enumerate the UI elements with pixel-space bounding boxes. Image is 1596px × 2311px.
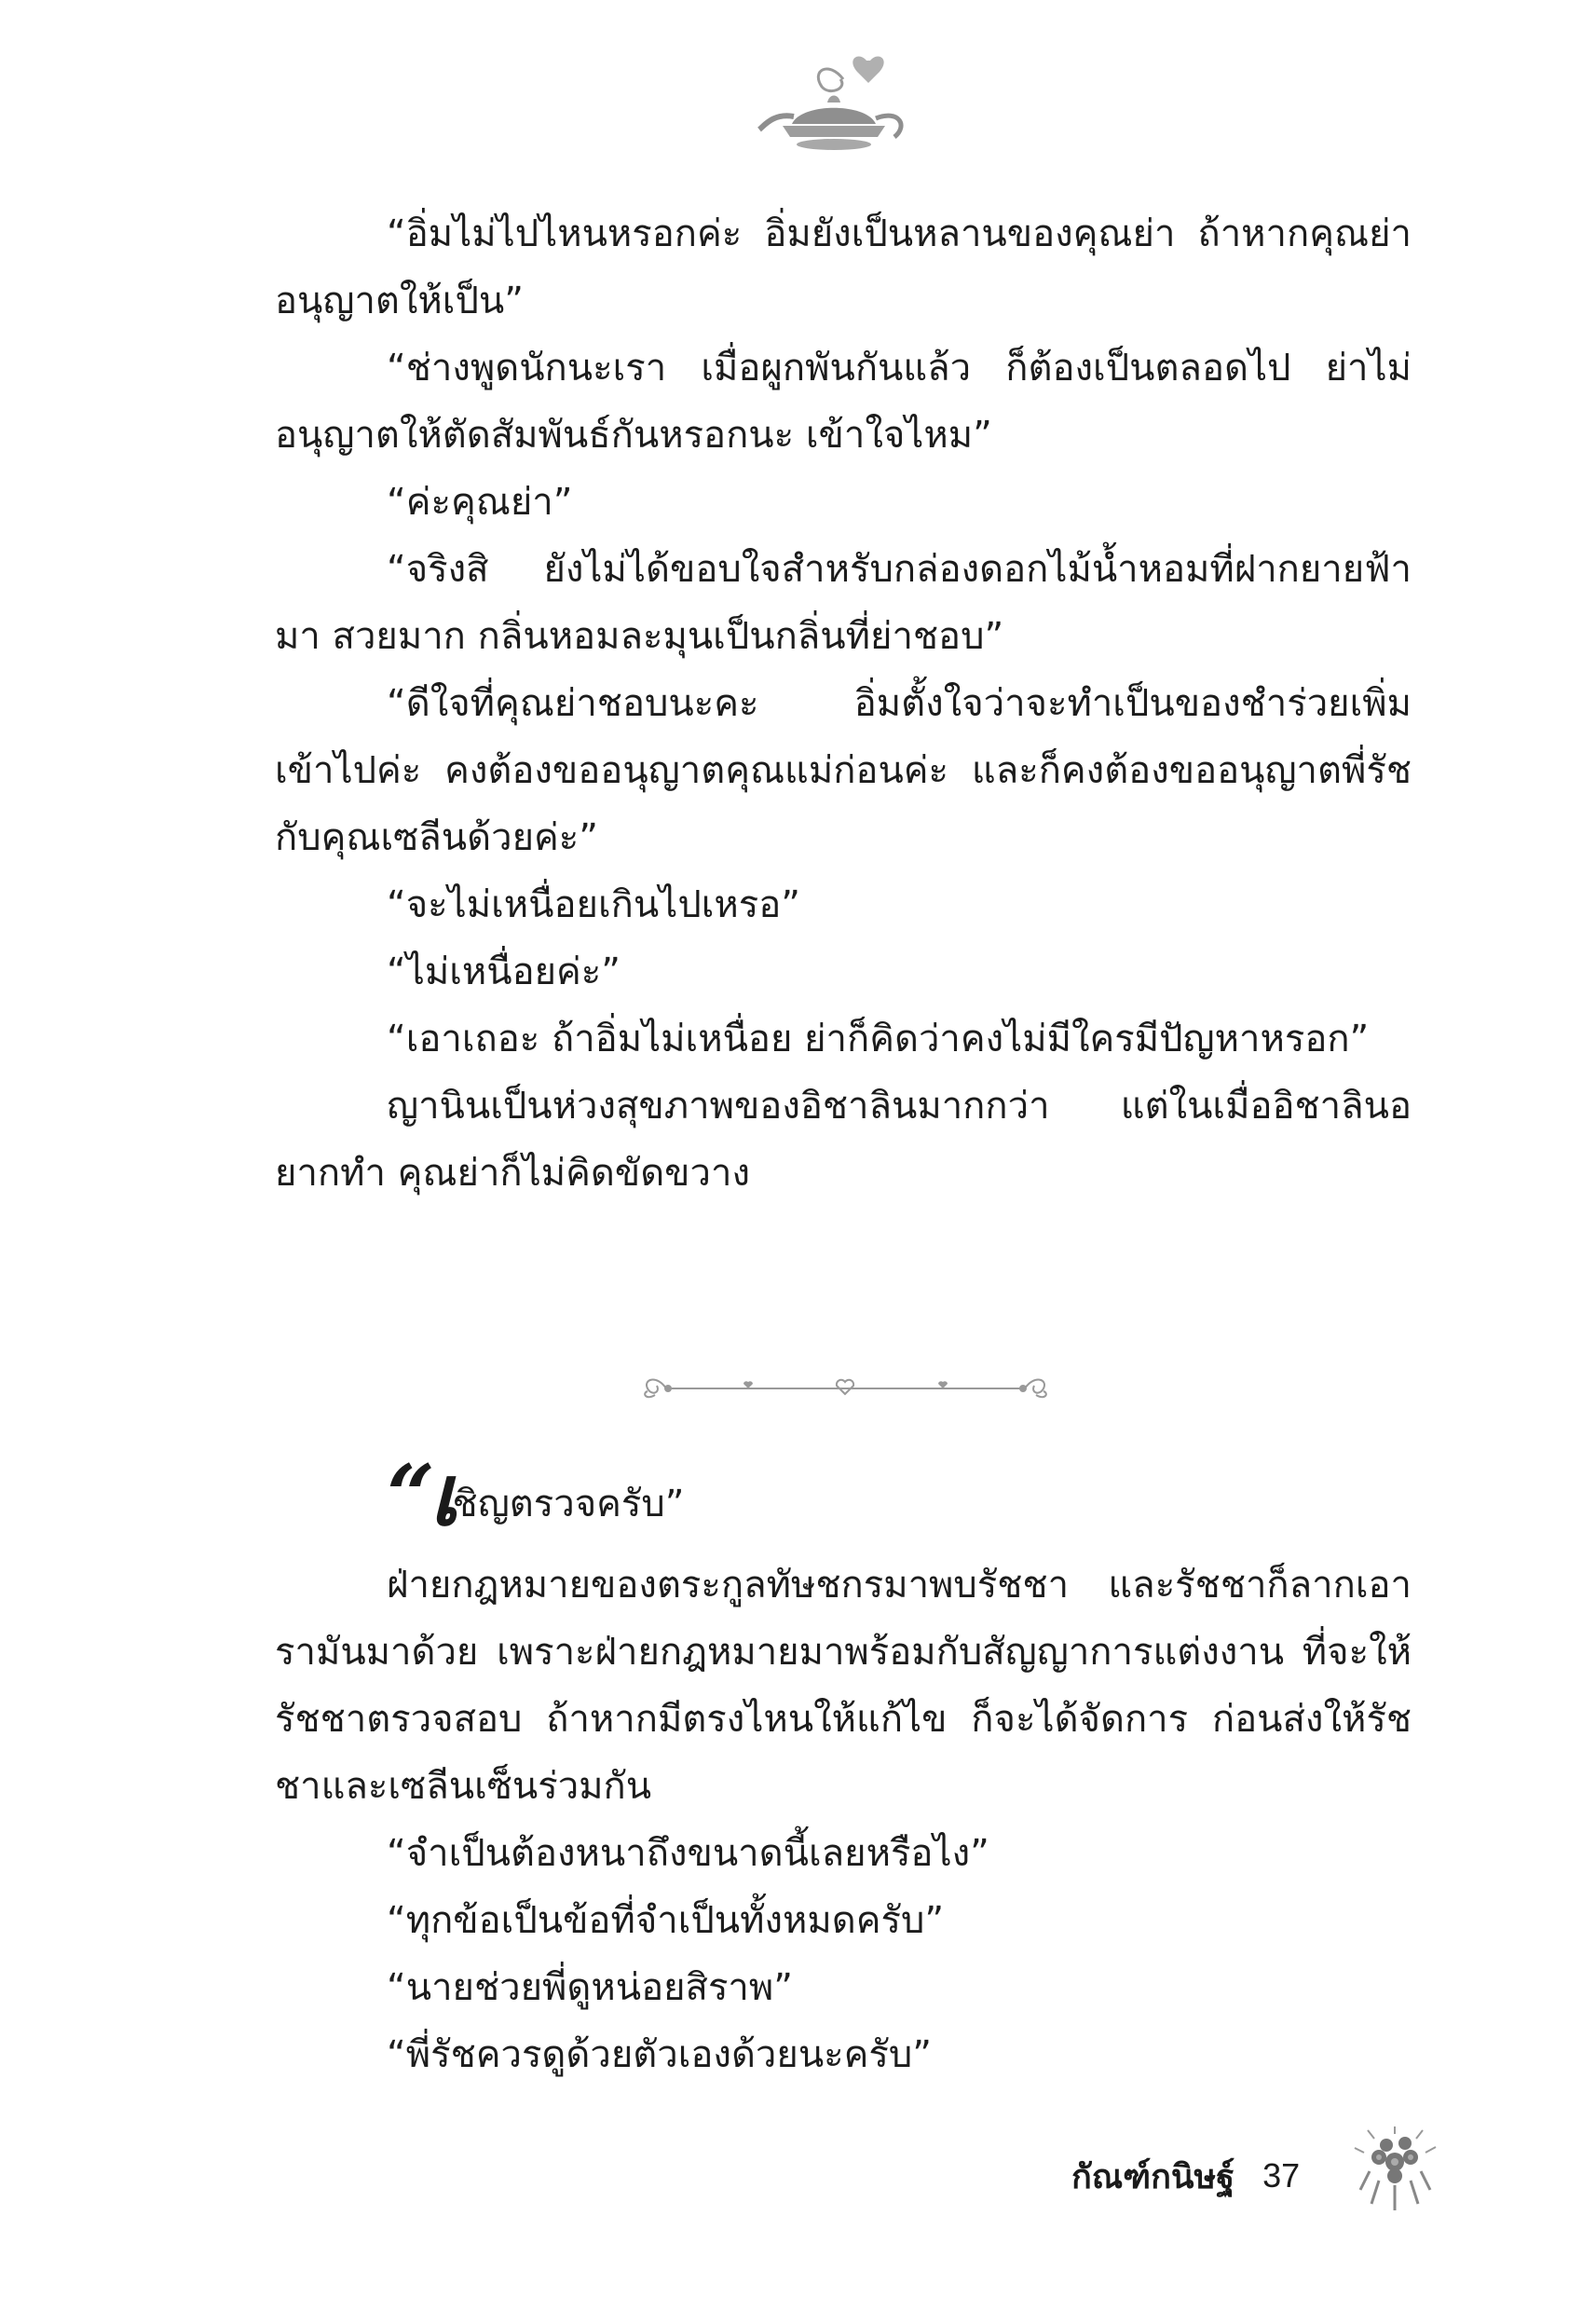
flower-bouquet-icon xyxy=(1351,2125,1439,2213)
page-number: 37 xyxy=(1262,2156,1301,2195)
heart-scroll-divider-icon xyxy=(638,1365,1053,1412)
paragraph: “เอาเถอะ ถ้าอิ่มไม่เหนื่อย ย่าก็คิดว่าคงไม่มีใครมีปัญหาหรอก” xyxy=(387,1018,1370,1060)
bottom-text-block xyxy=(275,1552,1412,2088)
book-title: กัณฑ์กนิษฐ์ xyxy=(1071,2157,1235,2196)
top-text-block xyxy=(275,200,1412,1207)
paragraph: “พี่รัชควรดูด้วยตัวเองด้วยนะครับ” xyxy=(387,2033,932,2076)
dropcap-line xyxy=(387,1446,685,1545)
paragraph: “อิ่มไม่ไปไหนหรอกค่ะ อิ่มยังเป็นหลานของคุณย่า ถ้าหากคุณย่าอนุญาตให้เป็น” xyxy=(275,212,1412,322)
paragraph: “ช่างพูดนักนะเรา เมื่อผูกพันกันแล้ว ก็ต้องเป็นตลอดไป ย่าไม่อนุญาตให้ตัดสัมพันธ์กันหรอกนะ เข้าใจไหม” xyxy=(275,347,1412,457)
dropcap: “เ xyxy=(387,1446,453,1545)
paragraph: ญานินเป็นห่วงสุขภาพของอิชาลินมากกว่า แต่ในเมื่ออิชาลินอยากทำ คุณย่าก็ไม่คิดขัดขวาง xyxy=(275,1085,1412,1195)
paragraph: “จะไม่เหนื่อยเกินไปเหรอ” xyxy=(387,883,800,926)
paragraph: “นายช่วยพี่ดูหน่อยสิราพ” xyxy=(387,1966,793,2009)
paragraph: “ไม่เหนื่อยค่ะ” xyxy=(387,950,621,993)
paragraph: “จำเป็นต้องหนาถึงขนาดนี้เลยหรือไง” xyxy=(387,1832,989,1875)
paragraph: “ค่ะคุณย่า” xyxy=(387,481,573,524)
genie-lamp-ornament-icon xyxy=(755,51,913,163)
dropcap-line-rest: ชิญตรวจครับ” xyxy=(452,1483,685,1525)
paragraph: “จริงสิ ยังไม่ได้ขอบใจสำหรับกล่องดอกไม้น้ำหอมที่ฝากยายฟ้ามา สวยมาก กลิ่นหอมละมุนเป็นกลิ่นที่ย่าชอบ” xyxy=(275,548,1412,658)
paragraph: ฝ่ายกฎหมายของตระกูลทัษชกรมาพบรัชชา และรัชชาก็ลากเอารามันมาด้วย เพราะฝ่ายกฎหมายมาพร้อมกับสัญญาการแต่งงาน ที่จะให้รัชชาตรวจสอบ ถ้าหากมีตรงไหนให้แก้ไข ก็จะได้จัดการ ก่อนส่งให้รัชชาและเซลีนเซ็นร่วมกัน xyxy=(275,1564,1412,1808)
paragraph: “ดีใจที่คุณย่าชอบนะคะ อิ่มตั้งใจว่าจะทำเป็นของชำร่วยเพิ่มเข้าไปค่ะ คงต้องขออนุญาตคุณแม่ก่อนค่ะ และก็คงต้องขออนุญาตพี่รัชกับคุณเซลีนด้วยค่ะ” xyxy=(275,682,1412,859)
page-footer xyxy=(1071,2148,1300,2204)
paragraph: “ทุกข้อเป็นข้อที่จำเป็นทั้งหมดครับ” xyxy=(387,1899,945,1942)
